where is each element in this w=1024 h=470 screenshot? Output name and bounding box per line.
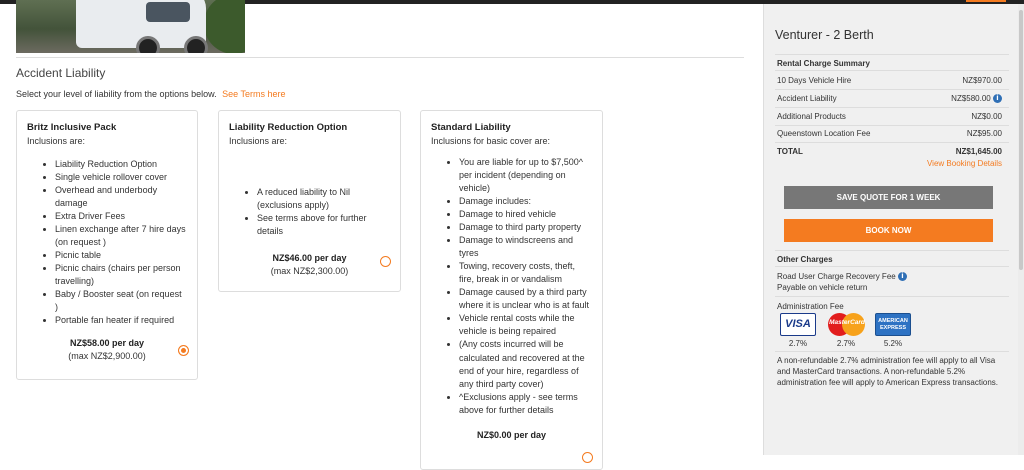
list-item: • ^Exclusions apply - see terms above for further details [459, 391, 592, 417]
option-max-price: (max NZ$2,900.00) [68, 351, 146, 362]
inclusions-label: Inclusions are: [27, 135, 86, 146]
total-label: TOTAL [777, 147, 803, 156]
inclusions-label: Inclusions are: [229, 135, 288, 146]
view-booking-details-link[interactable]: View Booking Details [926, 159, 1002, 168]
mastercard-logo-text: MasterCard [829, 319, 865, 326]
amex-logo-text: AMERICAN EXPRESS [878, 318, 908, 331]
amex-fee-pct: 5.2% [883, 339, 903, 348]
tree-shape [204, 0, 245, 53]
summary-heading: Rental Charge Summary [777, 59, 870, 68]
vehicle-image [16, 0, 245, 53]
ruc-note: Payable on vehicle return [777, 282, 868, 292]
option-price: NZ$0.00 per day [476, 429, 547, 440]
sidebar-divider [775, 351, 1009, 352]
summary-row [777, 112, 1002, 121]
option-title: Liability Reduction Option [229, 122, 348, 133]
summary-row [777, 94, 1002, 103]
mastercard-icon [828, 313, 864, 336]
row-value [951, 94, 1002, 103]
list-item: • Overhead and underbody damage [55, 184, 187, 210]
inclusions-list [431, 156, 592, 417]
list-item: • Damage caused by a third party where it is unclear who is at fault [459, 286, 592, 312]
sidebar-divider [775, 142, 1009, 143]
row-value: NZ$95.00 [966, 129, 1002, 138]
list-item: • Damage to third party property [459, 221, 592, 234]
inclusions-list [229, 186, 390, 238]
row-label: Accident Liability [777, 94, 837, 103]
van-wheel [136, 36, 160, 53]
list-item: • Damage includes: [459, 195, 592, 208]
list-item: • Liability Reduction Option [55, 158, 187, 171]
visa-logo-text: VISA [785, 318, 811, 330]
scrollbar-thumb[interactable] [1019, 10, 1023, 270]
row-label: 10 Days Vehicle Hire [777, 76, 852, 85]
row-label: Additional Products [777, 112, 846, 121]
inclusions-label: Inclusions for basic cover are: [431, 135, 551, 146]
sidebar-divider [775, 54, 1009, 55]
van-window [146, 2, 190, 22]
ruc-label: Road User Charge Recovery Fee [777, 272, 896, 281]
row-value: NZ$0.00 [971, 112, 1002, 121]
option-price: NZ$46.00 per day [272, 253, 347, 263]
amex-card-icon [875, 313, 911, 336]
mastercard-fee-pct: 2.7% [836, 339, 856, 348]
vehicle-name: Venturer - 2 Berth [775, 28, 874, 42]
vertical-scrollbar[interactable] [1018, 4, 1024, 455]
option-radio-liability-reduction[interactable] [380, 256, 391, 267]
book-now-button[interactable]: BOOK NOW [784, 219, 993, 242]
van-wheel [184, 36, 208, 53]
option-radio-standard[interactable] [582, 452, 593, 463]
list-item: • See terms above for further details [257, 212, 390, 238]
list-item: • (Any costs incurred will be calculated and recovered at the end of your hire, regardless of any third party cover) [459, 338, 592, 390]
total-value: NZ$1,645.00 [955, 147, 1002, 156]
list-item: • Picnic chairs (chairs per person travelling) [55, 262, 187, 288]
option-title: Britz Inclusive Pack [27, 122, 117, 133]
option-radio-inclusive[interactable] [178, 345, 189, 356]
option-price: NZ$58.00 per day [69, 338, 145, 349]
admin-fee-note: A non-refundable 2.7% administration fee will apply to all Visa and MasterCard transactions. A non-refundable 5.2% administration fee will apply to American Express transactions. [777, 356, 998, 387]
visa-card-icon [780, 313, 816, 336]
sidebar-divider [775, 125, 1009, 126]
intro-text: Select your level of liability from the options below. [16, 89, 217, 99]
option-title: Standard Liability [431, 122, 511, 133]
option-max-price: (max NZ$2,300.00) [270, 266, 349, 277]
top-bar-accent [966, 0, 1006, 2]
admin-fee-label: Administration Fee [777, 302, 844, 311]
info-icon[interactable]: i [898, 272, 907, 281]
row-label: Queenstown Location Fee [777, 129, 871, 138]
list-item: • Towing, recovery costs, theft, fire, break in or vandalism [459, 260, 592, 286]
row-value-text: NZ$580.00 [951, 94, 991, 103]
list-item: • Linen exchange after 7 hire days (on request ) [55, 223, 187, 249]
summary-row [777, 76, 1002, 85]
list-item: • Picnic table [55, 249, 187, 262]
inclusions-list [27, 158, 187, 328]
sidebar-divider [775, 107, 1009, 108]
sidebar-divider [775, 250, 1009, 251]
ruc-fee [777, 272, 907, 294]
section-divider [16, 57, 744, 58]
visa-fee-pct: 2.7% [788, 339, 808, 348]
list-item: • Portable fan heater if required [55, 314, 187, 327]
see-terms-link[interactable]: See Terms here [222, 89, 286, 99]
list-item: • Damage to windscreens and tyres [459, 234, 592, 260]
section-intro [16, 89, 286, 99]
save-quote-button[interactable]: SAVE QUOTE FOR 1 WEEK [784, 186, 993, 209]
list-item: • Vehicle rental costs while the vehicle is being repaired [459, 312, 592, 338]
row-value: NZ$970.00 [962, 76, 1002, 85]
list-item: • Single vehicle rollover cover [55, 171, 187, 184]
other-charges-heading: Other Charges [777, 255, 833, 264]
list-item: • Damage to hired vehicle [459, 208, 592, 221]
section-title: Accident Liability [16, 66, 106, 80]
sidebar-divider [775, 266, 1009, 267]
total-row [777, 147, 1002, 156]
info-icon[interactable]: i [993, 94, 1002, 103]
option-card-liability-reduction[interactable] [218, 110, 401, 292]
sidebar-divider [775, 296, 1009, 297]
sidebar-divider [775, 89, 1009, 90]
option-card-inclusive[interactable] [16, 110, 198, 380]
summary-row [777, 129, 1002, 138]
sidebar-divider [775, 70, 1009, 71]
list-item: • You are liable for up to $7,500^ per incident (depending on vehicle) [459, 156, 592, 195]
booking-summary-sidebar [763, 4, 1019, 455]
list-item: • Extra Driver Fees [55, 210, 187, 223]
option-card-standard[interactable] [420, 110, 603, 470]
list-item: • A reduced liability to Nil (exclusions apply) [257, 186, 390, 212]
list-item: • Baby / Booster seat (on request ) [55, 288, 187, 314]
